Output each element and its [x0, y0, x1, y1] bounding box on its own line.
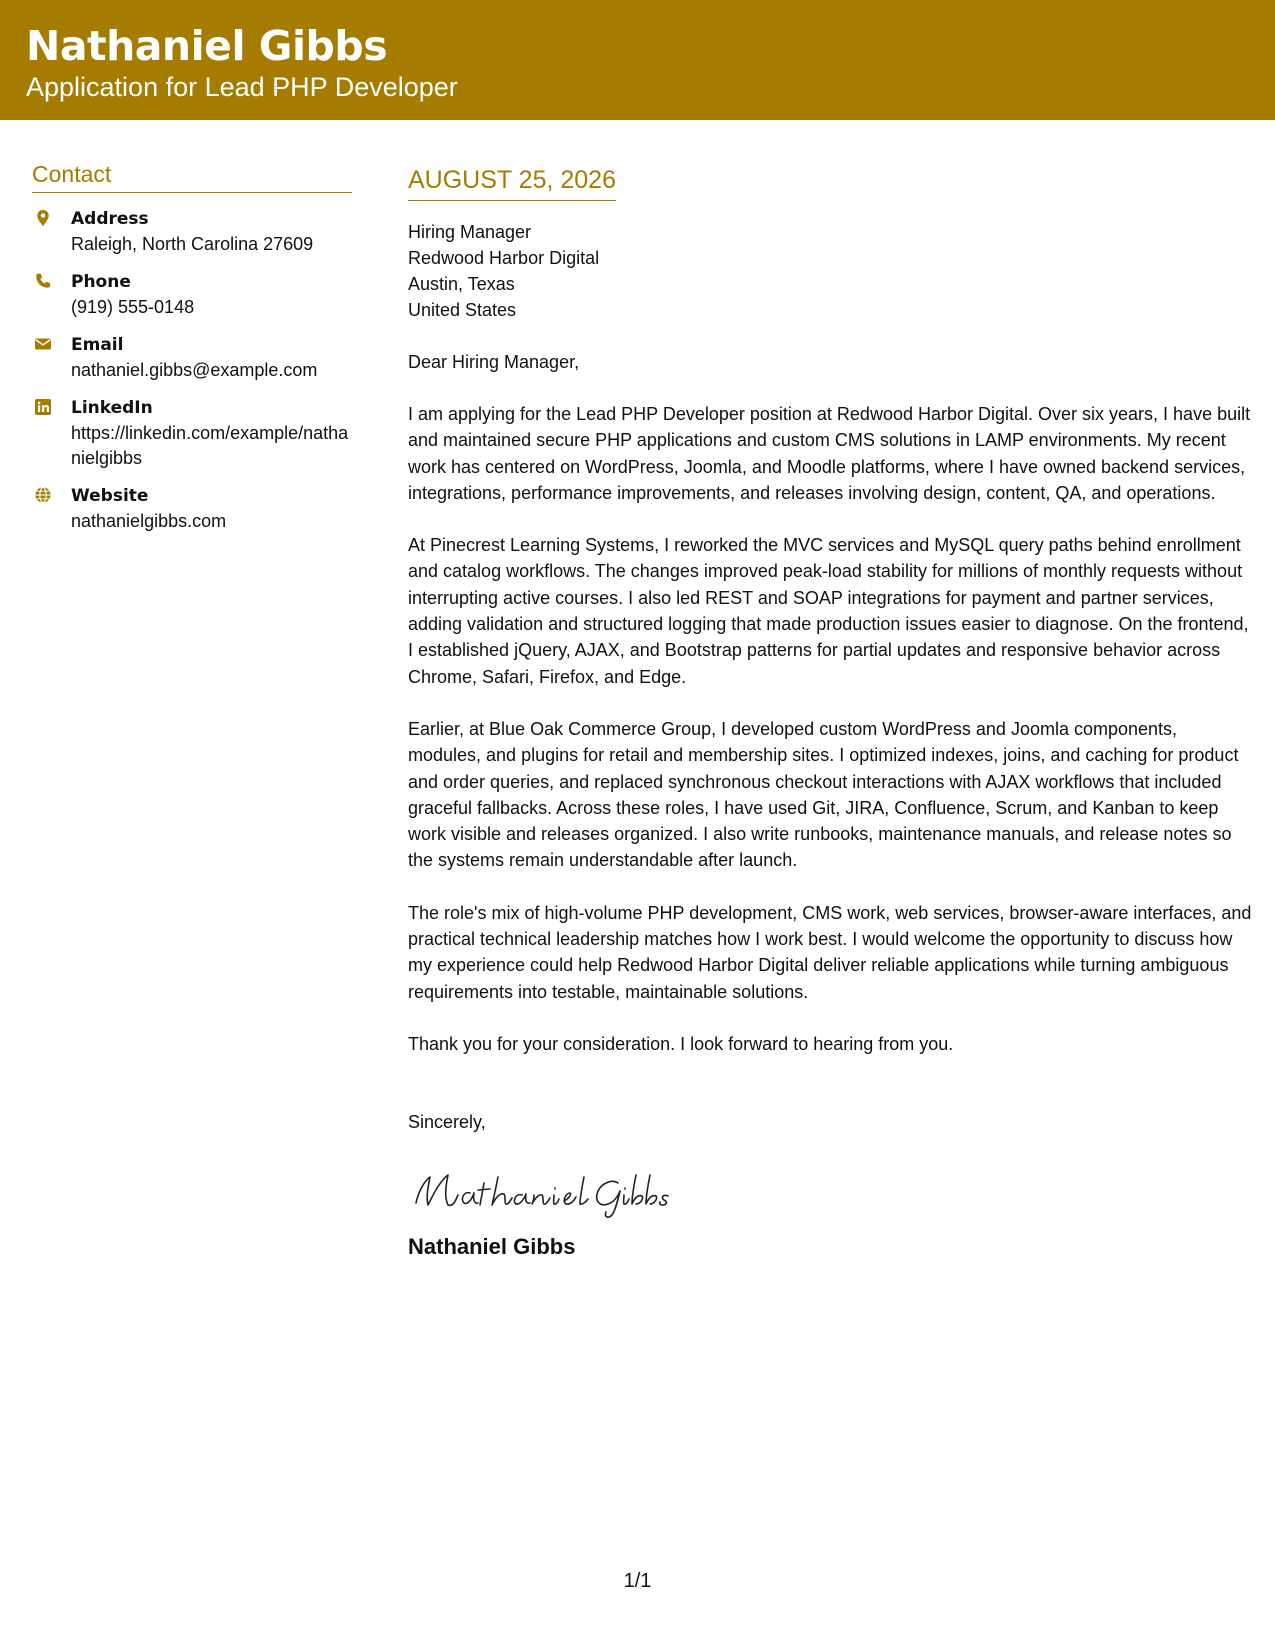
- map-pin-icon: [34, 209, 52, 227]
- salutation: Dear Hiring Manager,: [408, 352, 580, 372]
- contact-item-website: [32, 484, 352, 534]
- phone-label: Phone: [71, 272, 131, 292]
- body-paragraph: At Pinecrest Learning Systems, I reworked the MVC services and MySQL query paths behind enrollment and catalog workflows. The changes improved peak-load stability for millions of monthly requests without interrupting active courses. I also led REST and SOAP integrations for payment and partner services, adding validation and structured logging that made production issues easier to diagnose. On the frontend, I established jQuery, AJAX, and Bootstrap patterns for partial updates and responsive behavior across Chrome, Safari, Firefox, and Edge.: [408, 535, 1249, 687]
- linkedin-label: LinkedIn: [71, 398, 153, 418]
- contact-heading: Contact: [32, 160, 352, 193]
- website-value[interactable]: nathanielgibbs.com: [71, 511, 227, 531]
- recipient-block: [408, 219, 1254, 323]
- globe-icon: [34, 486, 52, 504]
- header-banner: [0, 0, 1275, 120]
- closing: Sincerely,: [408, 1112, 486, 1133]
- body-paragraph: I am applying for the Lead PHP Developer position at Redwood Harbor Digital. Over six years, I have built and maintained secure PHP applications and custom CMS solutions in LAMP environments. My recent work has centered on WordPress, Joomla, and Moodle platforms, where I have owned backend services, integrations, performance improvements, and releases involving design, content, QA, and operations.: [408, 404, 1251, 503]
- contact-item-address: [32, 207, 352, 257]
- website-label: Website: [71, 486, 149, 506]
- contact-list: [32, 207, 352, 534]
- phone-icon: [34, 272, 52, 290]
- body-paragraph: The role's mix of high-volume PHP development, CMS work, web services, browser-aware interfaces, and practical technical leadership matches how I work best. I would welcome the opportunity to discuss how my experience could help Redwood Harbor Digital deliver reliable applications while turning ambiguous requirements into testable, maintainable solutions.: [408, 902, 1252, 1002]
- recipient-line: Redwood Harbor Digital: [408, 248, 600, 268]
- address-value: Raleigh, North Carolina 27609: [71, 234, 314, 254]
- application-subtitle: Application for Lead PHP Developer: [26, 72, 458, 102]
- email-value[interactable]: nathaniel.gibbs@example.com: [71, 360, 318, 380]
- letter-body: [408, 164, 1254, 1261]
- contact-item-phone: [32, 270, 352, 320]
- contact-item-email: [32, 333, 352, 383]
- contact-sidebar: [32, 160, 352, 547]
- handwritten-signature: [408, 1163, 678, 1223]
- email-label: Email: [71, 335, 124, 355]
- linkedin-icon: [34, 398, 52, 416]
- linkedin-value[interactable]: https://linkedin.com/example/nathanielgibbs: [71, 423, 349, 468]
- recipient-line: United States: [408, 300, 517, 320]
- phone-value: (919) 555-0148: [71, 297, 195, 317]
- recipient-line: Austin, Texas: [408, 274, 515, 294]
- recipient-line: Hiring Manager: [408, 222, 532, 242]
- envelope-icon: [34, 335, 52, 353]
- address-label: Address: [71, 209, 149, 229]
- signed-name: Nathaniel Gibbs: [408, 1234, 576, 1260]
- body-paragraph: Earlier, at Blue Oak Commerce Group, I developed custom WordPress and Joomla components, modules, and plugins for retail and membership sites. I optimized indexes, joins, and caching for product and order queries, and replaced synchronous checkout interactions with AJAX workflows that included graceful fallbacks. Across these roles, I have used Git, JIRA, Confluence, Scrum, and Kanban to keep work visible and releases organized. I also write runbooks, maintenance manuals, and release notes so the systems remain understandable after launch.: [408, 718, 1239, 871]
- contact-item-linkedin: [32, 396, 352, 471]
- body-paragraph: Thank you for your consideration. I look forward to hearing from you.: [408, 1033, 954, 1054]
- applicant-name: Nathaniel Gibbs: [26, 22, 388, 70]
- letter-date: AUGUST 25, 2026: [408, 164, 616, 201]
- page-number: 1/1: [623, 1570, 652, 1592]
